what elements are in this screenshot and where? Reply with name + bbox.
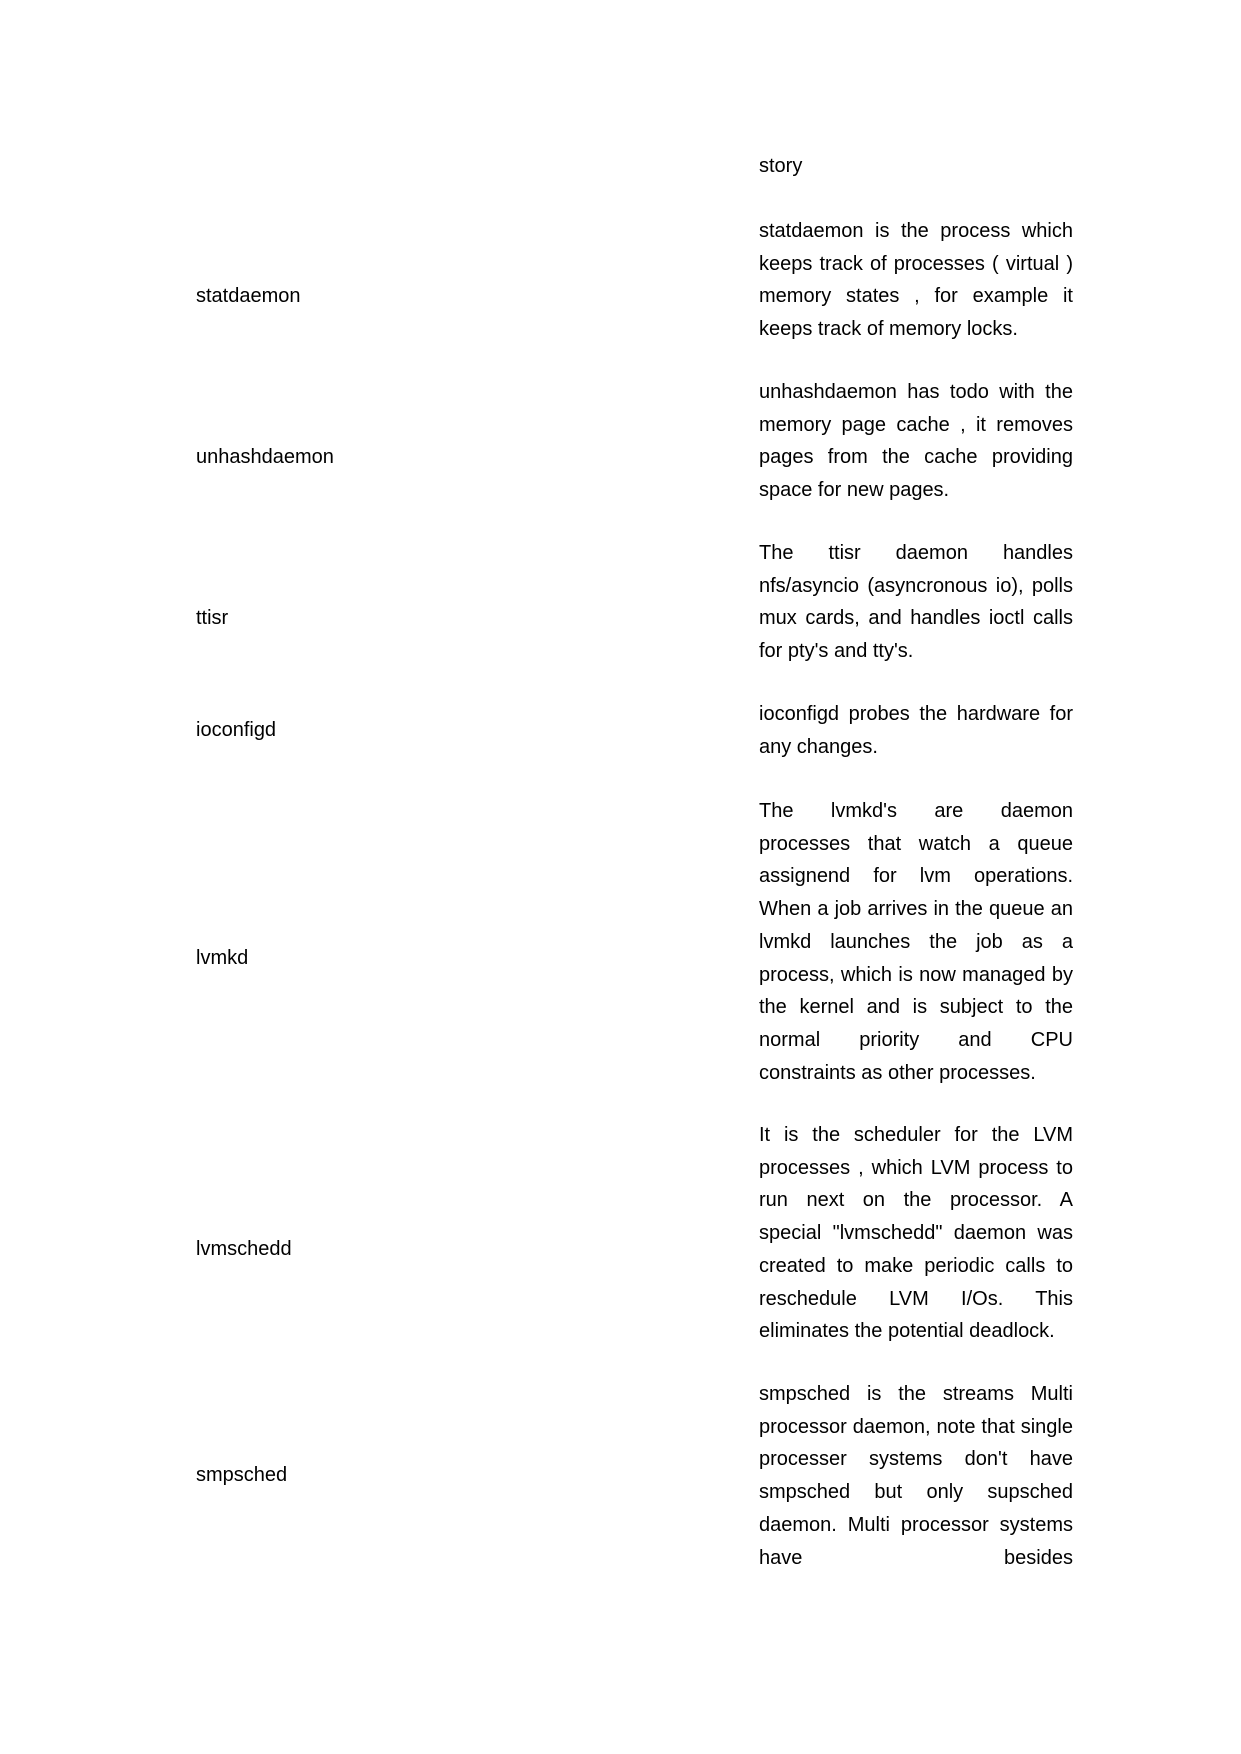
description-cell: statdaemon is the process which keeps track of processes ( virtual ) memory states , for example it keeps track of memory locks.	[759, 220, 1073, 341]
term-cell: statdaemon	[196, 285, 301, 307]
term-cell: ioconfigd	[196, 719, 277, 741]
description-cell: It is the scheduler for the LVM processes , which LVM process to run next on the processor. A special "lvmschedd" daemon was created to make periodic calls to reschedule LVM I/Os. This eliminates the potential deadlock.	[759, 1124, 1073, 1343]
term-cell: unhashdaemon	[196, 446, 334, 468]
term-cell: ttisr	[196, 607, 229, 629]
term-cell: lvmkd	[196, 947, 249, 969]
column-header-story: story	[759, 155, 803, 177]
description-cell: smpsched is the streams Multi processor daemon, note that single processer systems don't have smpsched but only supsched daemon. Multi processor systems have besides	[759, 1383, 1073, 1569]
description-cell: The lvmkd's are daemon processes that watch a queue assignend for lvm operations. When a job arrives in the queue an lvmkd launches the job as a process, which is now managed by the kernel and is subject to the normal priority and CPU constraints as other processes.	[759, 800, 1073, 1084]
description-cell: unhashdaemon has todo with the memory page cache , it removes pages from the cache providing space for new pages.	[759, 381, 1073, 502]
description-cell: The ttisr daemon handles nfs/asyncio (asyncronous io), polls mux cards, and handles ioctl calls for pty's and tty's.	[759, 542, 1073, 663]
description-cell: ioconfigd probes the hardware for any changes.	[759, 703, 1073, 758]
term-cell: lvmschedd	[196, 1238, 292, 1260]
term-cell: smpsched	[196, 1464, 288, 1486]
